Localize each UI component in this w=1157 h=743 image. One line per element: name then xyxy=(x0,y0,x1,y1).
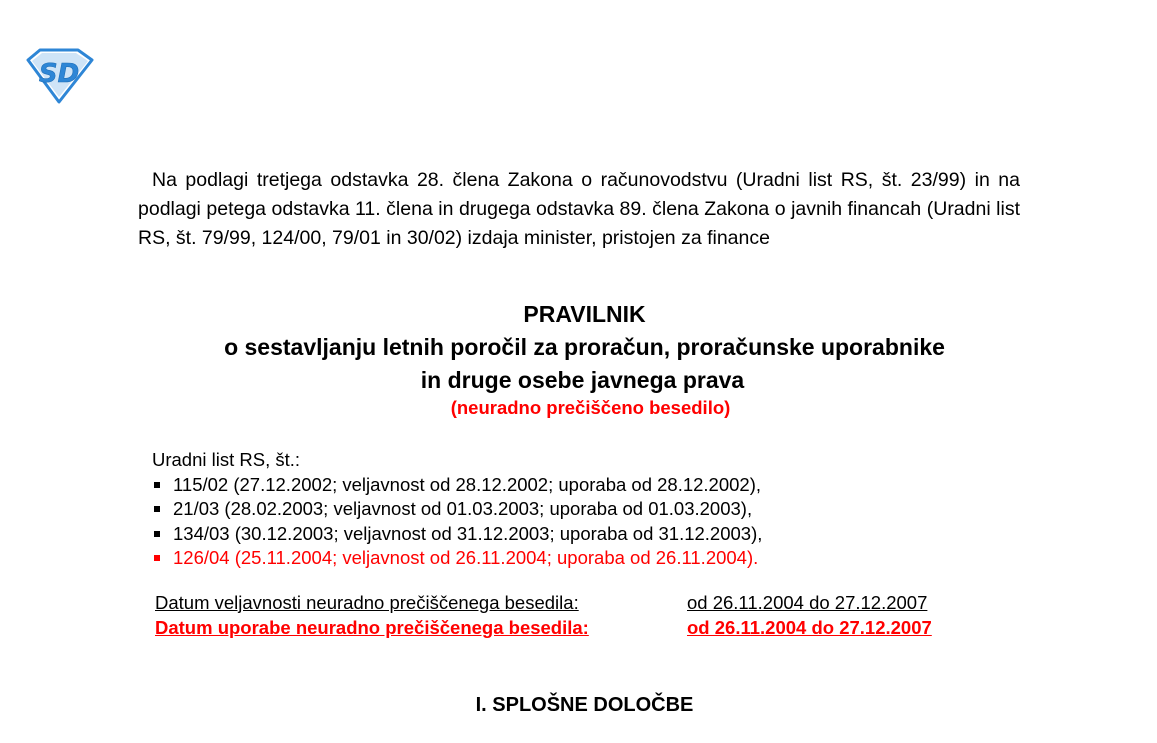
gazette-item xyxy=(152,473,1012,498)
sd-logo-icon xyxy=(22,46,96,104)
unofficial-consolidated-note: (neuradno prečiščeno besedilo) xyxy=(450,397,731,418)
document-subtitle-line-2: in druge osebe javnega prava xyxy=(420,367,745,393)
gazette-item-text: 21/03 (28.02.2003; veljavnost od 01.03.2003; uporaba od 01.03.2003), xyxy=(173,498,753,519)
square-bullet-icon xyxy=(154,482,160,488)
gazette-item-text: 115/02 (27.12.2002; veljavnost od 28.12.2002; uporaba od 28.12.2002), xyxy=(173,473,762,495)
validity-date-value: od 26.11.2004 do 27.12.2007 xyxy=(687,592,928,613)
document-subtitle-line-1: o sestavljanju letnih poročil za proračun, proračunske uporabnike xyxy=(224,334,945,360)
intro-paragraph: Na podlagi tretjega odstavka 28. člena Zakona o računovodstvu (Uradni list RS, št. 23/99) in na podlagi petega odstavka 11. člena in drugega odstavka 89. člena Zakona o javnih financah (Uradni list RS, št. 79/99, 124/00, 79/01 in 30/02) izdaja minister, pristojen za finance xyxy=(138,169,1020,249)
square-bullet-icon xyxy=(154,555,160,561)
gazette-item-text: 126/04 (25.11.2004; veljavnost od 26.11.2004; uporaba od 26.11.2004). xyxy=(173,547,759,568)
dates-block xyxy=(155,590,932,640)
validity-date-label: Datum veljavnosti neuradno prečiščenega besedila: xyxy=(155,592,579,613)
gazette-heading: Uradni list RS, št.: xyxy=(152,449,301,470)
document-title: PRAVILNIK xyxy=(523,301,646,327)
square-bullet-icon xyxy=(154,506,160,512)
gazette-item xyxy=(152,497,1012,522)
square-bullet-icon xyxy=(154,531,160,537)
gazette-item xyxy=(152,522,1012,547)
official-gazette-block xyxy=(152,448,1012,571)
logo-letters: SD xyxy=(38,59,80,89)
sd-shield-logo-icon xyxy=(22,46,96,104)
gazette-item-text: 134/03 (30.12.2003; veljavnost od 31.12.2003; uporaba od 31.12.2003), xyxy=(173,522,763,544)
usage-date-row xyxy=(155,615,932,640)
usage-date-label: Datum uporabe neuradno prečiščenega besedila: xyxy=(155,617,589,638)
section-heading: I. SPLOŠNE DOLOČBE xyxy=(475,694,694,716)
gazette-item-highlighted xyxy=(152,546,1012,571)
usage-date-value: od 26.11.2004 do 27.12.2007 xyxy=(687,617,932,638)
gazette-list xyxy=(152,473,1012,571)
validity-date-row xyxy=(155,590,932,615)
